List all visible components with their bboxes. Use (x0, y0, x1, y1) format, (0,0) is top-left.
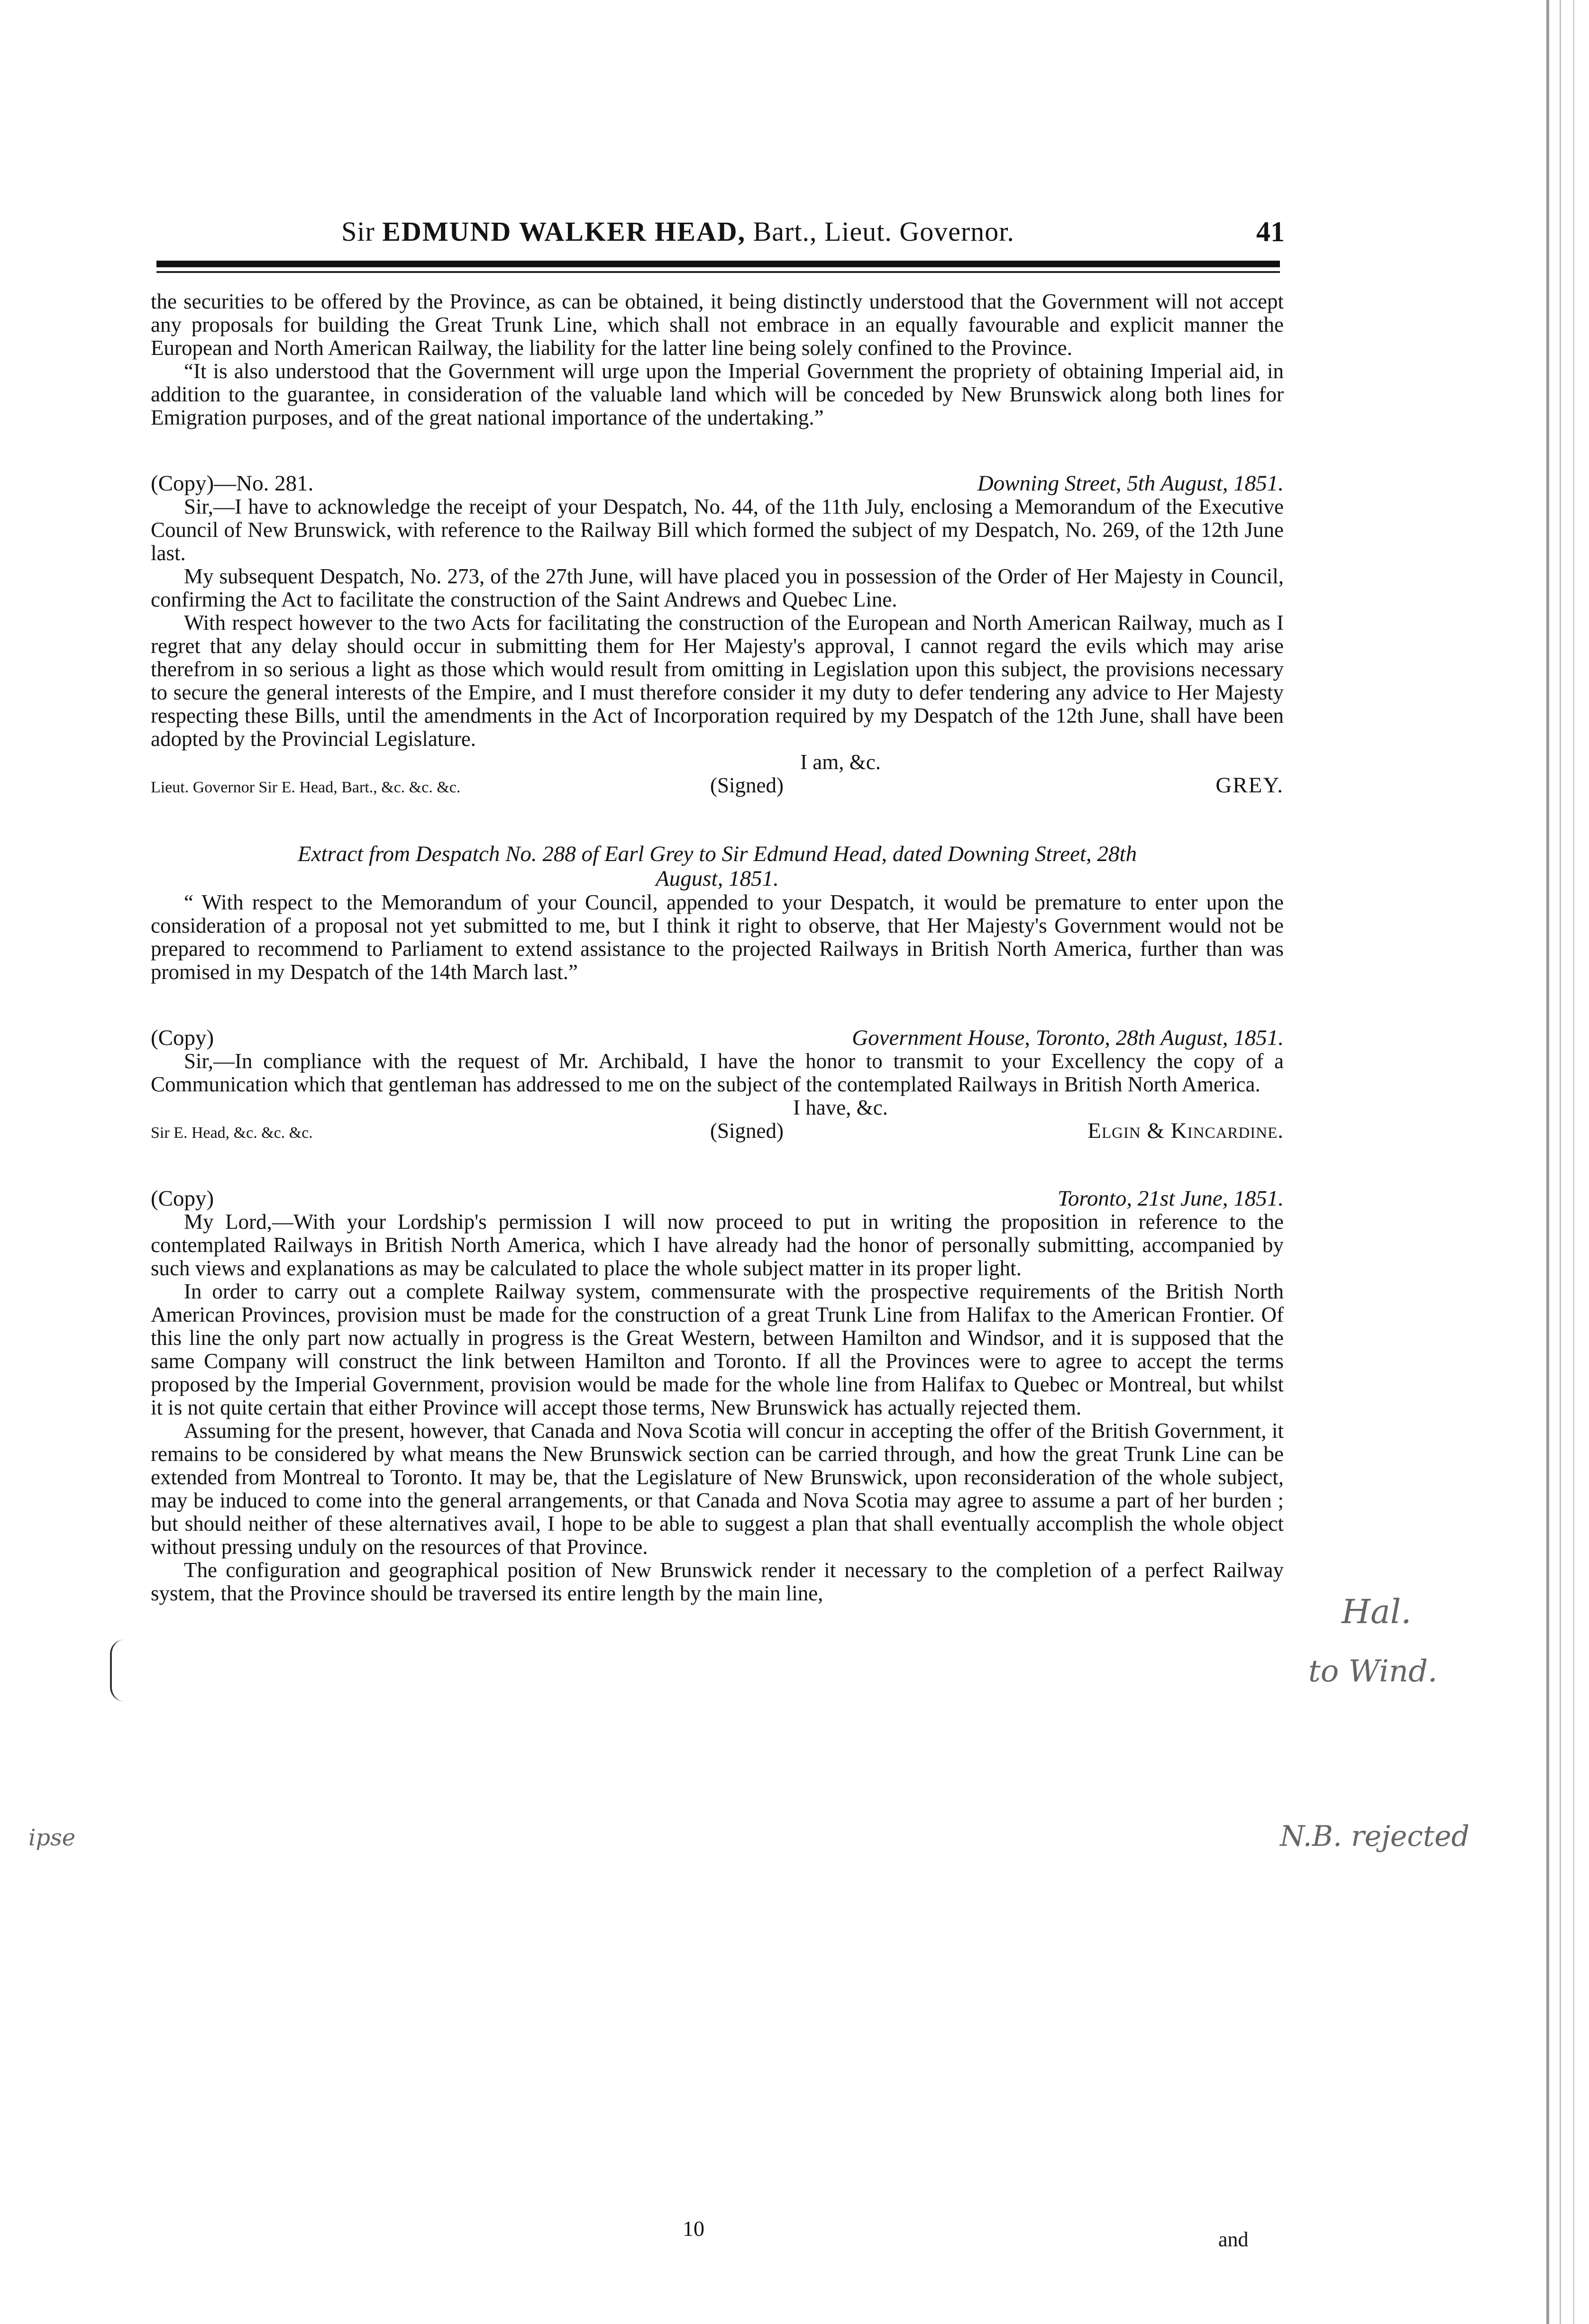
toronto-letter-header (151, 1187, 1284, 1210)
continuation-paragraph-1: the securities to be offered by the Province, as can be obtained, it being distinctly understood that the Government will not accept any proposals for building the Great Trunk Line, which shall not embrace in an equally favourable and explicit manner the European and North American Railway, the liability for the latter line being solely confined to the Province. (151, 290, 1284, 360)
despatch-281-paragraph-3: With respect however to the two Acts for facilitating the construction of the European and North American Railway, much as I regret that any delay should occur in submitting them for Her Majesty's approval, I cannot regard the evils which may arise therefrom in so serious a light as those which would result from omitting in Legislation upon this subject, the provisions necessary to secure the general interests of the Empire, and I must therefore consider it my duty to defer tendering any advice to Her Majesty respecting these Bills, until the amendments in the Act of Incorporation required by my Despatch of the 12th June, shall have been adopted by the Provincial Legislature. (151, 611, 1284, 751)
government-house-header (151, 1026, 1284, 1050)
addressee: Sir E. Head, &c. &c. &c. (151, 1124, 313, 1142)
toronto-letter-paragraph-3: Assuming for the present, however, that Canada and Nova Scotia will concur in accepting the offer of the British Government, it remains to be considered by what means the New Brunswick section can be carried through, and how the great Trunk Line can be extended from Montreal to Toronto. It may be, that the Legislature of New Brunswick, upon reconsideration of the whole subject, may be induced to come into the general arrangements, or that Canada and Nova Scotia may agree to assume a part of her burden ; but should neither of these alternatives avail, I hope to be able to suggest a plan that shall eventually accomplish the whole object without pressing unduly on the resources of that Province. (151, 1419, 1284, 1559)
place-date: Government House, Toronto, 28th August, 1851. (852, 1026, 1284, 1050)
addressee: Lieut. Governor Sir E. Head, Bart., &c. &c. &c. (151, 779, 461, 796)
closing-formula: I have, &c. (793, 1096, 888, 1119)
catchword: and (1218, 2228, 1249, 2251)
extract-heading-line-1: Extract from Despatch No. 288 of Earl Grey to Sir Edmund Head, dated Downing Street, 28th (297, 842, 1137, 866)
place-date: Downing Street, 5th August, 1851. (977, 471, 1284, 496)
copy-label: (Copy) (151, 1186, 214, 1211)
government-house-paragraph: Sir,—In compliance with the request of Mr. Archibald, I have the honor to transmit to your Excellency the copy of a Communication which that gentleman has addressed to me on the subject of the contemplated Railways in British North America. (151, 1049, 1284, 1096)
running-head (156, 216, 1199, 247)
extract-heading (151, 842, 1284, 891)
margin-bracket-mark (110, 1640, 126, 1701)
scan-edge-line (1573, 0, 1574, 2324)
page-header (156, 216, 1285, 263)
running-head-suffix: Bart., Lieut. Governor. (753, 216, 1014, 247)
extract-heading-line-2: August, 1851. (656, 866, 779, 891)
toronto-letter-paragraph-1: My Lord,—With your Lordship's permission I will now proceed to put in writing the proposition in reference to the contemplated Railways in British North America, which I have already had the honor of personally submitting, accompanied by such views and explanations as may be calculated to place the whole subject matter in its proper light. (151, 1210, 1284, 1280)
scan-edge-line (1560, 0, 1561, 2324)
margin-note-3: N.B. rejected (1280, 1820, 1470, 1853)
margin-note-1: Hal. (1342, 1592, 1412, 1631)
page-body (151, 290, 1284, 1605)
signature-row (151, 1119, 1284, 1144)
margin-note-2: to Wind. (1308, 1654, 1438, 1689)
despatch-281-paragraph-1: Sir,—I have to acknowledge the receipt of your Despatch, No. 44, of the 11th July, enclosing a Memorandum of the Executive Council of New Brunswick, with reference to the Railway Bill which formed the subject of my Despatch, No. 269, of the 12th June last. (151, 495, 1284, 565)
header-rule-thin (156, 271, 1280, 273)
copy-label: (Copy) (151, 1026, 214, 1050)
signer-name: Elgin & Kincardine. (1087, 1118, 1284, 1143)
signed-label: (Signed) (710, 773, 784, 797)
continuation-paragraph-2: “It is also understood that the Government will urge upon the Imperial Government the propriety of obtaining Imperial aid, in addition to the guarantee, in consideration of the valuable land which will be conceded by New Brunswick along both lines for Emigration purposes, and of the great national importance of the undertaking.” (151, 359, 1284, 429)
signer-name: GREY. (1215, 773, 1284, 798)
toronto-letter-paragraph-2: In order to carry out a complete Railway system, commensurate with the prospective requirements of the British North American Provinces, provision must be made for the construction of a great Trunk Line from Halifax to the American Frontier. Of this line the only part now actually in progress is the Great Western, between Hamilton and Windsor, and it is supposed that the same Company will construct the link between Hamilton and Toronto. If all the Provinces were to agree to accept the terms proposed by the Imperial Government, provision would be made for the whole line from Halifax to Quebec or Montreal, but whilst it is not quite certain that either Province will accept those terms, New Brunswick has actually rejected them. (151, 1280, 1284, 1419)
scan-edge-line (1546, 0, 1549, 2324)
signature-row (151, 774, 1284, 799)
signed-label: (Signed) (710, 1119, 784, 1143)
despatch-281-paragraph-2: My subsequent Despatch, No. 273, of the 27th June, will have placed you in possession of the Order of Her Majesty in Council, confirming the Act to facilitate the construction of the Saint Andrews and Quebec Line. (151, 564, 1284, 611)
toronto-letter-paragraph-4: The configuration and geographical position of New Brunswick render it necessary to the completion of a perfect Railway system, that the Province should be traversed its entire length by the main line, (151, 1558, 1284, 1605)
copy-label: (Copy)—No. 281. (151, 471, 314, 496)
header-rule-thick (156, 261, 1280, 267)
running-head-name: EDMUND WALKER HEAD, (382, 216, 746, 247)
margin-note-4: ipse (28, 1825, 76, 1851)
despatch-281-header (151, 472, 1284, 495)
page-number: 41 (1256, 216, 1285, 247)
place-date: Toronto, 21st June, 1851. (1058, 1186, 1284, 1211)
closing-formula: I am, &c. (800, 750, 881, 774)
running-head-prefix: Sir (341, 216, 375, 247)
extract-paragraph: “ With respect to the Memorandum of your Council, appended to your Despatch, it would be premature to enter upon the consideration of a proposal not yet submitted to me, but I think it right to observe, that Her Majesty's Government would not be prepared to recommend to Parliament to extend assistance to the projected Railways in British North America, further than was promised in my Despatch of the 14th March last.” (151, 890, 1284, 984)
signature-mark: 10 (683, 2216, 704, 2241)
